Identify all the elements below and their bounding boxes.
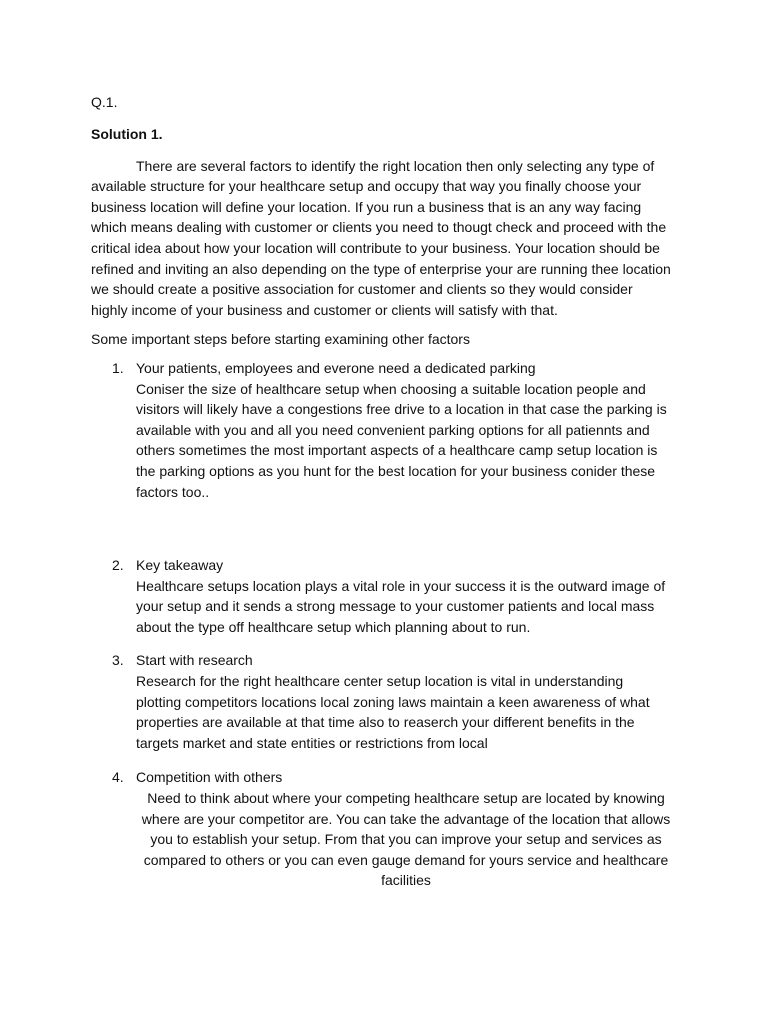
list-item-competition — [91, 767, 681, 891]
list-item-parking — [91, 358, 681, 502]
list-item-number: 3. — [112, 652, 124, 669]
solution-title: Solution 1. — [91, 126, 163, 142]
list-item-body: Healthcare setups location plays a vital role in your success it is the outward image of your setup and it sends a strong message to your customer patients and local mass about the type off healthcare setup which planning about to run. — [136, 577, 666, 635]
list-item-title: Competition with others — [136, 769, 283, 786]
list-item-number: 1. — [112, 359, 124, 376]
list-item-body: Need to think about where your competing healthcare setup are located by knowing where are your competitor are. You can take the advantage of the location that allows you to establish your setup. From that you can improve your setup and services as compared to others or you can even gauge demand for yours service and healthcare facilities — [141, 790, 671, 889]
list-item-research — [91, 650, 681, 753]
intro-paragraph: There are several factors to identify the right location then only selecting any type of available structure for your healthcare setup and occupy that way you finally choose your business location will define your location. If you run a business that is an any way facing which means dealing with customer or clients you need to thougt check and proceed with the critical idea about how your location will contribute to your business. Your location should be refined and inviting an also depending on the type of enterprise your are running thee location we should create a positive association for customer and clients so they would consider highly income of your business and customer or clients will satisfy with that. — [91, 157, 671, 318]
list-item-title: Start with research — [136, 652, 253, 669]
question-label: Q.1. — [91, 94, 118, 110]
list-item-number: 2. — [112, 557, 124, 574]
list-item-title: Your patients, employees and everone need a dedicated parking — [136, 359, 536, 376]
steps-intro: Some important steps before starting examining other factors — [91, 331, 470, 348]
list-item-body: Research for the right healthcare center setup location is vital in understanding plotting competitors locations local zoning laws maintain a keen awareness of what properties are available at that time also to reaserch your different benefits in the targets market and state entities or restrictions from local — [136, 673, 650, 751]
document-page — [91, 92, 681, 891]
list-item-body: Coniser the size of healthcare setup when choosing a suitable location people and visitors will likely have a congestions free drive to a location in that case the parking is available with you and all you need convenient parking options for all patiennts and others sometimes the most important aspects of a healthcare camp setup location is the parking options as you hunt for the best location for your business conider these factors too.. — [136, 380, 667, 500]
list-item-number: 4. — [112, 769, 124, 786]
factor-list — [91, 358, 681, 891]
list-item-key-takeaway — [91, 555, 681, 637]
list-item-title: Key takeaway — [136, 557, 224, 574]
